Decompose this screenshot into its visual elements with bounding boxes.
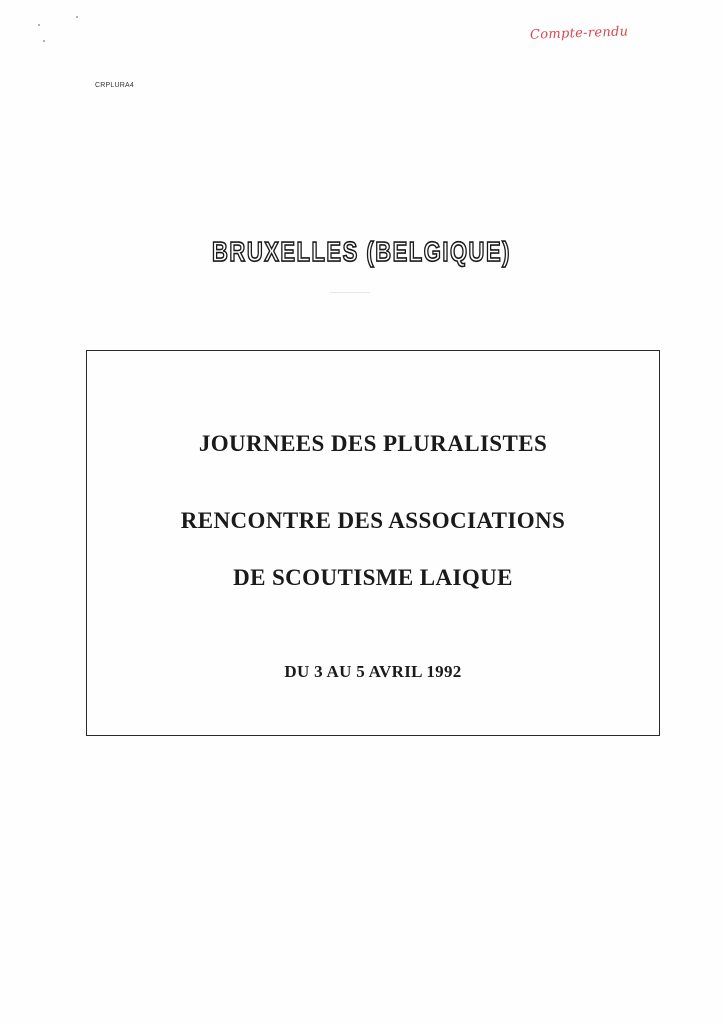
document-code: CRPLURA4 bbox=[95, 82, 134, 89]
location-title: BRUXELLES (BELGIQUE) bbox=[212, 236, 511, 268]
event-dates: DU 3 AU 5 AVRIL 1992 bbox=[284, 662, 462, 681]
scan-speck bbox=[76, 16, 78, 18]
scan-speck bbox=[43, 40, 45, 42]
handwritten-note: Compte-rendu bbox=[529, 24, 629, 43]
event-title-line-1: JOURNEES DES PLURALISTES bbox=[198, 431, 548, 456]
faint-mark bbox=[330, 292, 370, 293]
event-title-line-2: RENCONTRE DES ASSOCIATIONS bbox=[180, 508, 566, 533]
scan-specks bbox=[38, 10, 88, 50]
event-title-box bbox=[86, 350, 660, 736]
scan-speck bbox=[38, 24, 40, 26]
event-title-line-3: DE SCOUTISME LAIQUE bbox=[233, 565, 513, 590]
